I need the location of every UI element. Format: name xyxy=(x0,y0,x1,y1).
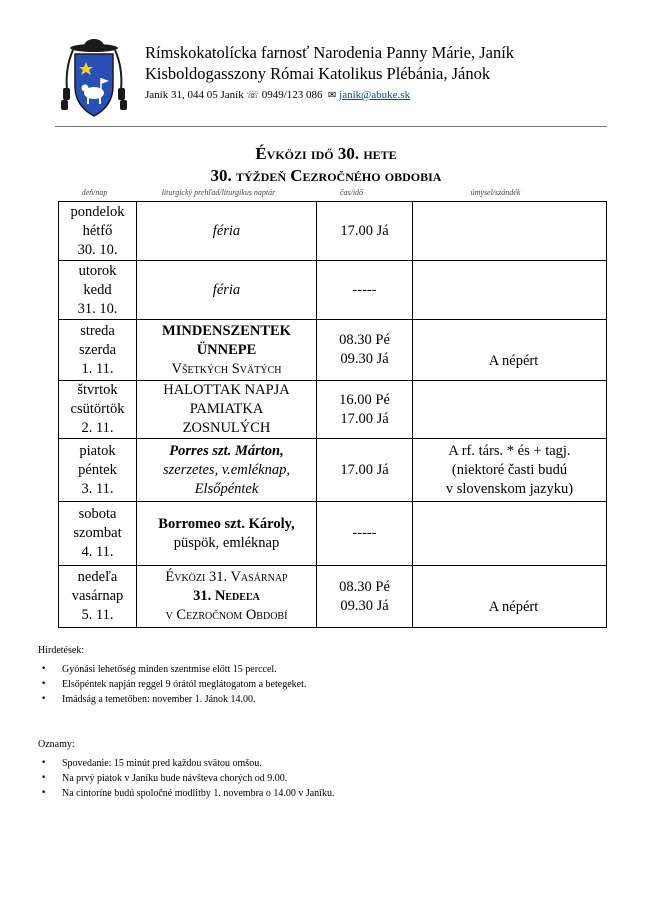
intent-cell: A népért xyxy=(413,320,607,381)
time-cell: ----- xyxy=(317,261,413,320)
intent-cell xyxy=(413,261,607,320)
notices-heading: Oznamy: xyxy=(38,739,75,750)
day-cell: streda szerda 1. 11. xyxy=(59,320,137,381)
list-item: • Na prvý piatok v Janíku bude návšteva chorých od 9.00. xyxy=(38,771,334,786)
table-row xyxy=(59,202,607,261)
table-row xyxy=(59,261,607,320)
title-sk: 30. týždeň Cezročného obdobia xyxy=(210,166,442,185)
parish-name-sk: Rímskokatolícka farnosť Narodenia Panny Márie, Janík xyxy=(145,43,515,62)
list-item: • Spovedanie: 15 minút pred každou svätou omšou. xyxy=(38,756,334,771)
liturgy-cell: féria xyxy=(137,202,317,261)
coat-of-arms-icon xyxy=(59,38,129,120)
email-icon: ✉ xyxy=(328,90,337,101)
time-cell: 16.00 Pé 17.00 Já xyxy=(317,381,413,439)
title-hu: Évközi idő 30. hete xyxy=(255,144,397,163)
day-cell: pondelok hétfő 30. 10. xyxy=(59,202,137,261)
intent-cell: A népért xyxy=(413,566,607,628)
day-cell: piatok péntek 3. 11. xyxy=(59,439,137,502)
weekly-schedule-table xyxy=(58,201,607,628)
liturgy-cell: Évközi 31. Vasárnap 31. Nedeľa v Cezročnom Období xyxy=(137,566,317,628)
notices-list xyxy=(38,756,334,801)
table-row xyxy=(59,320,607,381)
phone-number: 0949/123 086 xyxy=(261,89,323,101)
letterhead-text xyxy=(145,42,615,101)
time-cell: 17.00 Já xyxy=(317,202,413,261)
list-item: • Elsőpéntek napján reggel 9 órától meglátogatom a betegeket. xyxy=(38,677,306,692)
notices-heading: Hirdetések: xyxy=(38,645,85,656)
list-item: • Gyónási lehetőség minden szentmise előtt 15 perccel. xyxy=(38,662,306,677)
notices-hungarian xyxy=(38,645,306,707)
day-cell: nedeľa vasárnap 5. 11. xyxy=(59,566,137,628)
intent-cell xyxy=(413,502,607,566)
time-cell: ----- xyxy=(317,502,413,566)
liturgy-cell: MINDENSZENTEK ÜNNEPE Všetkých Svätých xyxy=(137,320,317,381)
table-row xyxy=(59,381,607,439)
address: Janík 31, 044 05 Janík xyxy=(145,89,244,101)
col-head-intent: úmysel/szándék xyxy=(470,188,521,197)
day-cell: štvrtok csütörtök 2. 11. xyxy=(59,381,137,439)
day-cell: sobota szombat 4. 11. xyxy=(59,502,137,566)
contact-line xyxy=(145,89,615,101)
liturgy-cell: Porres szt. Márton, szerzetes, v.emléknap, Elsőpéntek xyxy=(137,439,317,502)
letterhead xyxy=(55,36,615,124)
table-row xyxy=(59,439,607,502)
intent-cell: A rf. társ. * és + tagj. (niektoré časti budú v slovenskom jazyku) xyxy=(413,439,607,502)
notices-slovak xyxy=(38,739,334,801)
table-row xyxy=(59,566,607,628)
liturgy-cell: Borromeo szt. Károly, püspök, emléknap xyxy=(137,502,317,566)
phone-icon: ☏ xyxy=(246,90,259,101)
notices-list xyxy=(38,662,306,707)
time-cell: 08.30 Pé 09.30 Já xyxy=(317,320,413,381)
col-head-day: deň/nap xyxy=(81,188,108,197)
parish-name-hu: Kisboldogasszony Római Katolikus Plébánia, Jánok xyxy=(145,64,491,83)
intent-cell xyxy=(413,381,607,439)
liturgy-cell: HALOTTAK NAPJA PAMIATKA ZOSNULÝCH xyxy=(137,381,317,439)
day-cell: utorok kedd 31. 10. xyxy=(59,261,137,320)
list-item: • Imádság a temetőben: november 1. Jánok 14.00. xyxy=(38,692,306,707)
col-head-liturgy: liturgický prehľad/liturgikus naptár xyxy=(161,188,276,197)
table-row xyxy=(59,502,607,566)
col-head-time: čas/idő xyxy=(339,188,364,197)
column-headers xyxy=(58,188,594,200)
liturgy-cell: féria xyxy=(137,261,317,320)
header-divider xyxy=(55,126,607,127)
time-cell: 08.30 Pé 09.30 Já xyxy=(317,566,413,628)
time-cell: 17.00 Já xyxy=(317,439,413,502)
intent-cell xyxy=(413,202,607,261)
list-item: • Na cintoríne budú spoločné modlitby 1. novembra o 14.00 v Janíku. xyxy=(38,786,334,801)
email-link[interactable]: janik@abuke.sk xyxy=(339,89,411,101)
